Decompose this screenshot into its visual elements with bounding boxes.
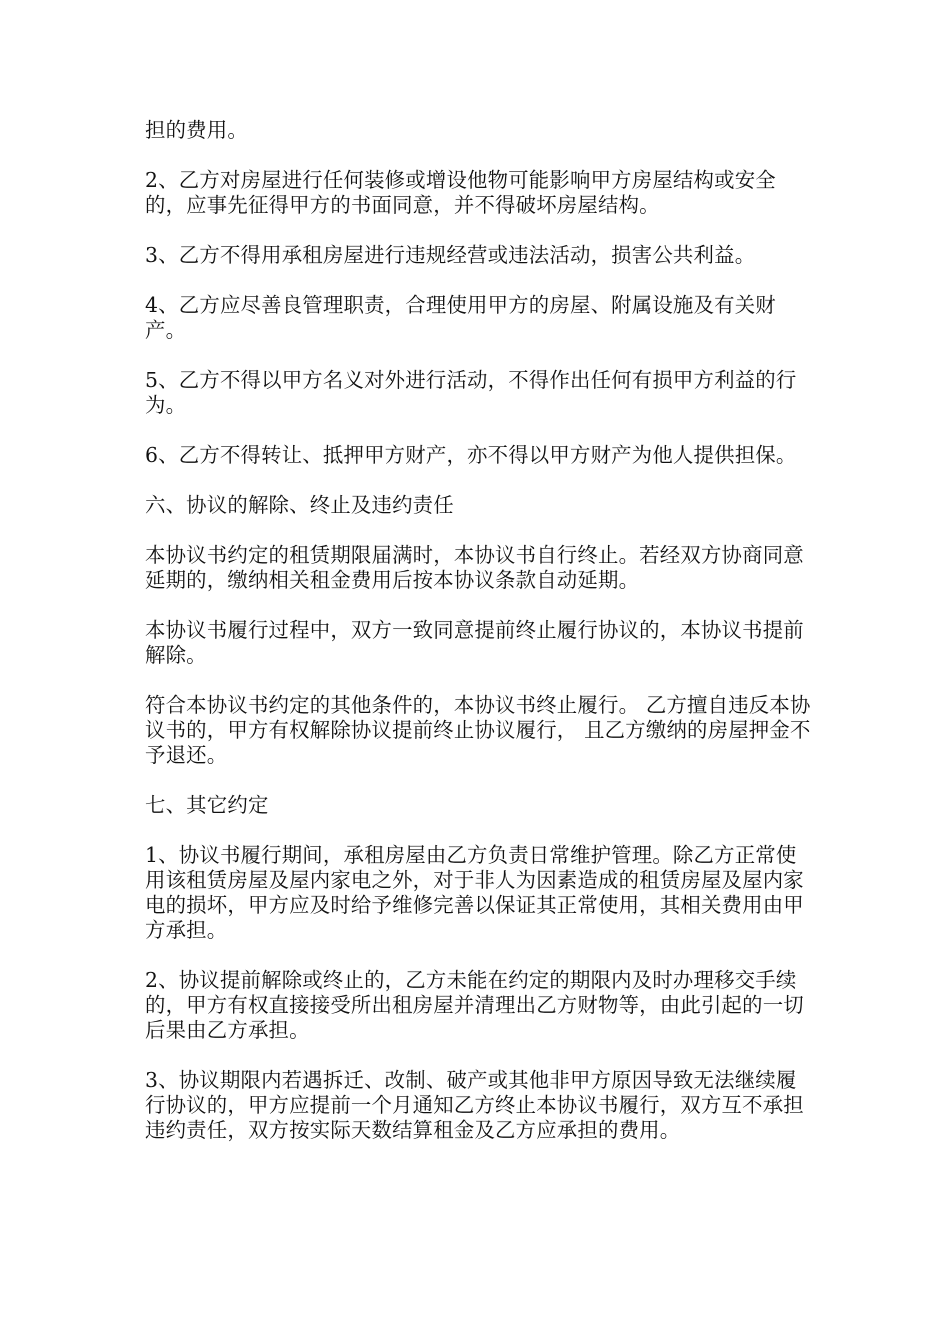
paragraph-fee-continuation: 担的费用。 xyxy=(145,118,248,142)
paragraph-other-1-maintenance: 1、协议书履行期间，承租房屋由乙方负责日常维护管理。除乙方正常使用该租赁房屋及屋内家电之外，对于非人为因素造成的租赁房屋及屋内家电的损坏，甲方应及时给予维修完善以保证其正常使用，其相关费用由甲方承担。 xyxy=(145,843,804,942)
paragraph-clause-2-renovation: 2、乙方对房屋进行任何装修或增设他物可能影响甲方房屋结构或安全的，应事先征得甲方的书面同意，并不得破坏房屋结构。 xyxy=(145,168,776,217)
paragraph-clause-5-name-use: 5、乙方不得以甲方名义对外进行活动，不得作出任何有损甲方利益的行为。 xyxy=(145,368,797,417)
section-heading-termination: 六、协议的解除、终止及违约责任 xyxy=(145,493,454,517)
section-heading-other-terms: 七、其它约定 xyxy=(145,793,269,817)
paragraph-other-3-force-majeure: 3、协议期限内若遇拆迁、改制、破产或其他非甲方原因导致无法继续履行协议的，甲方应提前一个月通知乙方终止本协议书履行，双方互不承担违约责任，双方按实际天数结算租金及乙方应承担的费用。 xyxy=(145,1068,804,1142)
document-body xyxy=(145,118,813,1168)
paragraph-other-2-handover: 2、协议提前解除或终止的，乙方未能在约定的期限内及时办理移交手续的，甲方有权直接接受所出租房屋并清理出乙方财物等，由此引起的一切后果由乙方承担。 xyxy=(145,968,804,1042)
paragraph-early-termination: 本协议书履行过程中，双方一致同意提前终止履行协议的，本协议书提前解除。 xyxy=(145,618,804,667)
paragraph-clause-3-illegal-use: 3、乙方不得用承租房屋进行违规经营或违法活动，损害公共利益。 xyxy=(145,243,756,267)
paragraph-clause-4-management: 4、乙方应尽善良管理职责，合理使用甲方的房屋、附属设施及有关财产。 xyxy=(145,293,776,342)
paragraph-breach: 符合本协议书约定的其他条件的，本协议书终止履行。 乙方擅自违反本协议书的，甲方有权解除协议提前终止协议履行， 且乙方缴纳的房屋押金不予退还。 xyxy=(145,693,811,767)
paragraph-term-expiry: 本协议书约定的租赁期限届满时，本协议书自行终止。若经双方协商同意延期的，缴纳相关租金费用后按本协议条款自动延期。 xyxy=(145,543,804,592)
paragraph-clause-6-mortgage: 6、乙方不得转让、抵押甲方财产，亦不得以甲方财产为他人提供担保。 xyxy=(145,443,797,467)
